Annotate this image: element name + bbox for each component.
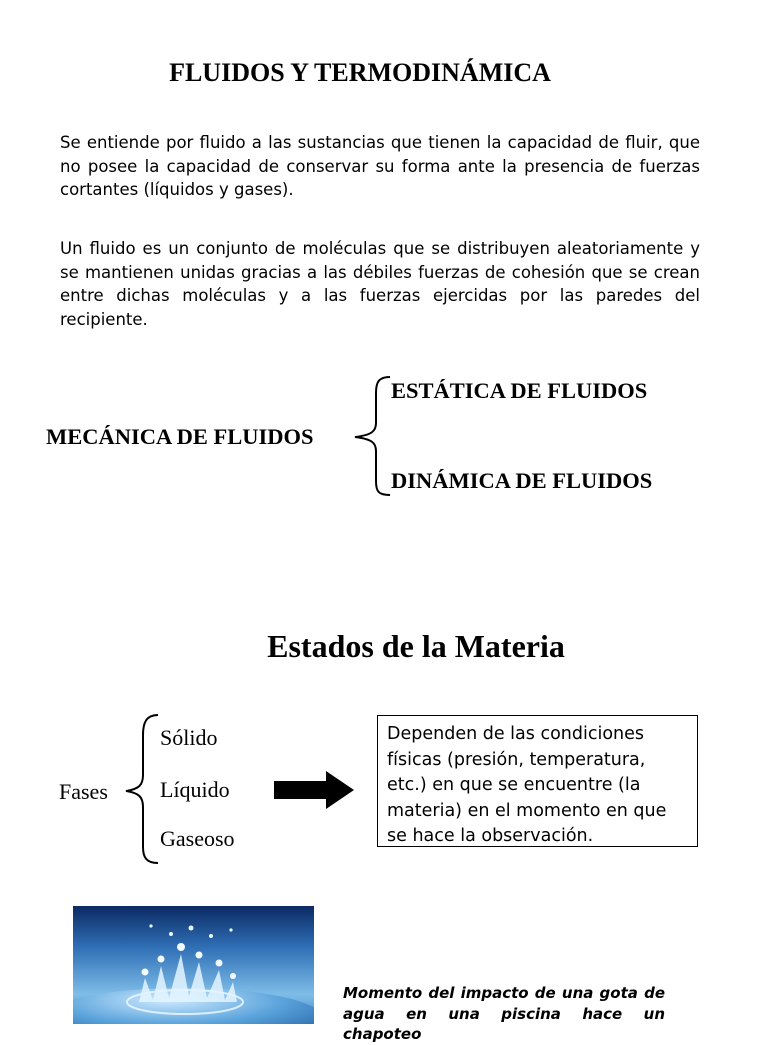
arrow-right-icon (274, 771, 356, 809)
dinamica-branch: DINÁMICA DE FLUIDOS (391, 468, 653, 493)
fases-label: Fases (59, 779, 108, 804)
fluid-definition-paragraph: Se entiende por fluido a las sustancias que tienen la capacidad de fluir, que no posee la capacidad de conservar su forma ante la presencia de fuerzas cortantes (líquidos y gases). (60, 133, 700, 199)
estados-title: Estados de la Materia (267, 628, 565, 664)
fase-gaseoso: Gaseoso (160, 826, 235, 851)
fase-solido: Sólido (160, 725, 218, 750)
mecanica-label: MECÁNICA DE FLUIDOS (46, 424, 314, 449)
estatica-branch: ESTÁTICA DE FLUIDOS (391, 378, 648, 403)
page-title: FLUIDOS Y TERMODINÁMICA (169, 58, 551, 87)
photo-caption: Momento del impacto de una gota de agua en una piscina hace un chapoteo (343, 984, 665, 1043)
mecanica-brace-icon (350, 375, 394, 497)
fluid-molecules-paragraph: Un fluido es un conjunto de moléculas que se distribuyen aleatoriamente y se mantienen unidas gracias a las débiles fuerzas de cohesión que se crean entre dichas moléculas y a las fuerzas ejercidas por las paredes del recipiente. (60, 239, 700, 329)
water-drop-splash-image (73, 906, 314, 1024)
fase-liquido: Líquido (160, 777, 230, 802)
fases-brace-icon (122, 713, 162, 865)
conditions-note-box: Dependen de las condiciones físicas (presión, temperatura, etc.) en que se encuentre (la materia) en el momento en que se hace la observación. (377, 715, 698, 847)
